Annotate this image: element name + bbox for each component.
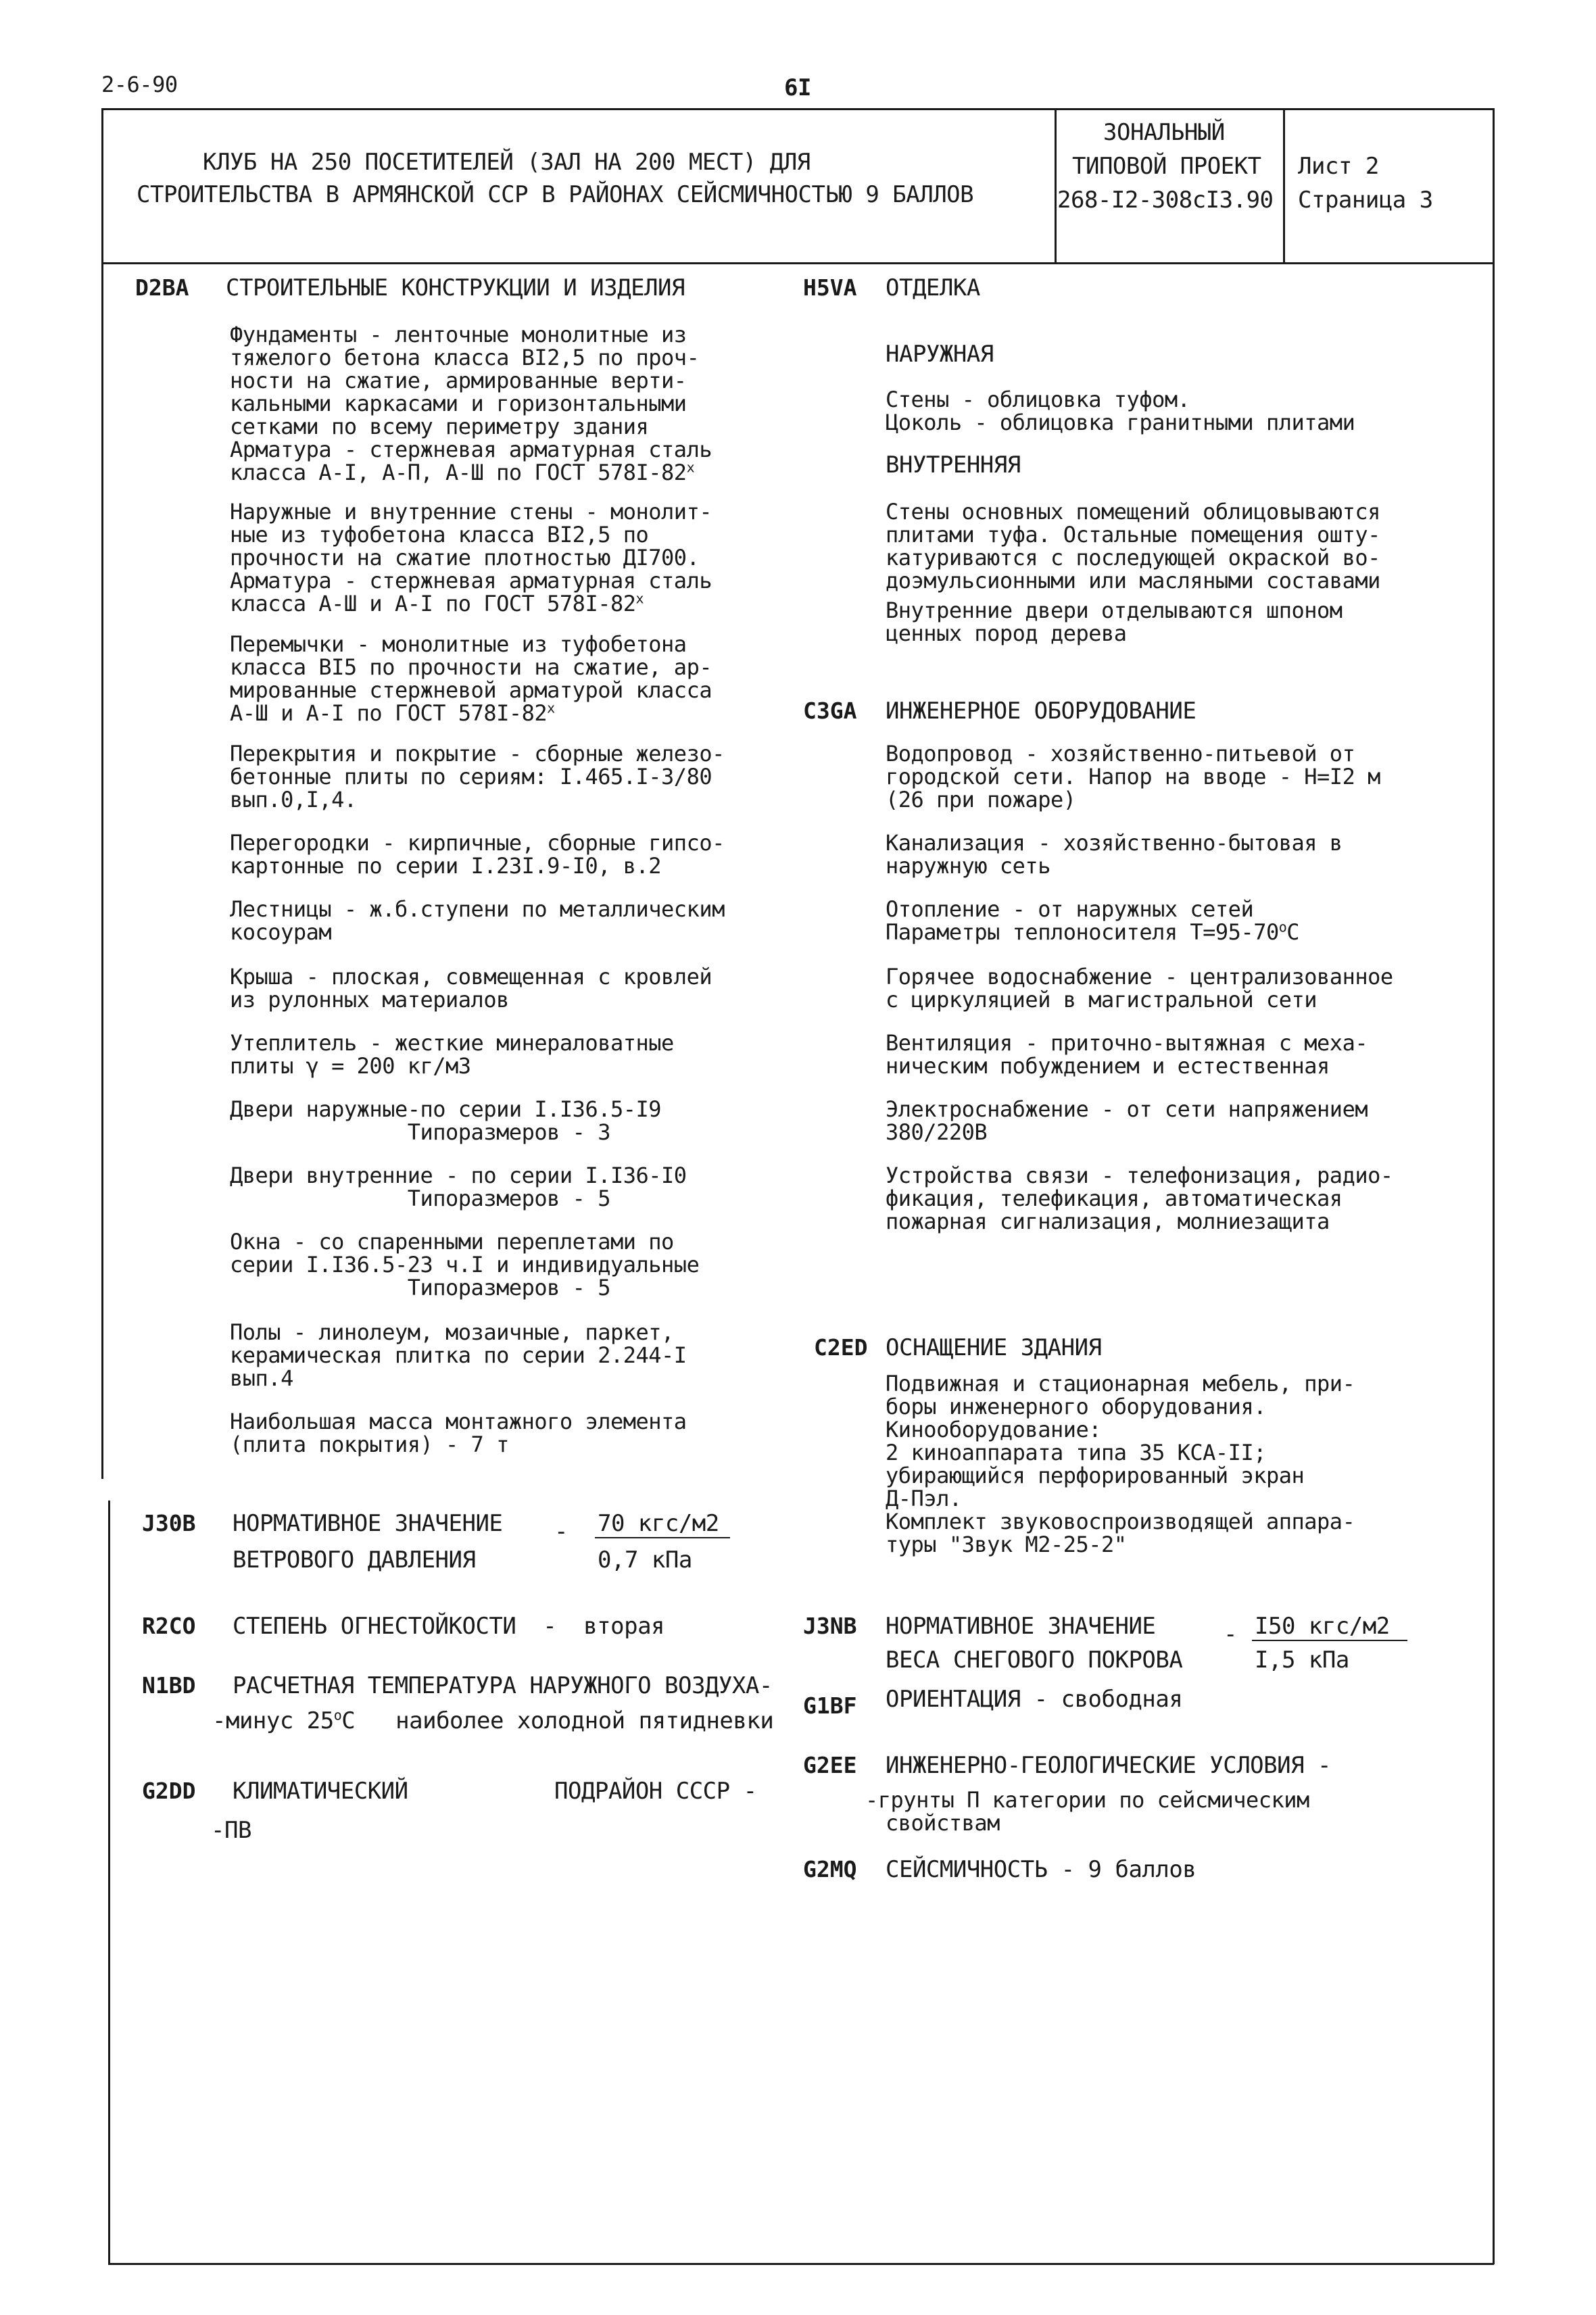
partitions-line: картонные по серии I.23I.9-I0, в.2 (230, 853, 662, 879)
code-r2co: R2CO (142, 1613, 196, 1639)
foundations-line: Фундаменты - ленточные монолитные из (230, 322, 687, 347)
climatic-label: КЛИМАТИЧЕСКИЙ (233, 1778, 408, 1805)
section-heading-engineering: ИНЖЕНЕРНОЕ ОБОРУДОВАНИЕ (886, 698, 1196, 725)
power-line: 380/220В (886, 1119, 988, 1145)
mass-line: (плита покрытия) - 7 т (230, 1432, 509, 1457)
wind-pressure-dash: - (554, 1518, 568, 1545)
finishing-inner-line: ценных пород дерева (886, 620, 1127, 646)
walls-line: Наружные и внутренние стены - монолит- (230, 499, 712, 525)
project-title-line-2: СТРОИТЕЛЬСТВА В АРМЯНСКОЙ ССР В РАЙОНАХ СЕЙСМИЧНОСТЬЮ 9 БАЛЛОВ (137, 181, 974, 208)
heating-block (886, 898, 1299, 944)
ventilation-line: Вентиляция - приточно-вытяжная с меха- (886, 1030, 1368, 1056)
heating-line: Отопление - от наружных сетей (886, 896, 1254, 922)
windows-line: серии I.I36.5-23 ч.I и индивидуальные (230, 1252, 700, 1277)
geology-line: свойствам (886, 1810, 1000, 1836)
roof-line: Крыша - плоская, совмещенная с кровлей (230, 964, 712, 990)
equipment-line: Подвижная и стационарная мебель, при- (886, 1371, 1355, 1396)
degree-sign: o (1278, 919, 1287, 935)
code-c2ed: C2ED (814, 1334, 868, 1361)
fire-resistance: СТЕПЕНЬ ОГНЕСТОЙКОСТИ - вторая (233, 1613, 665, 1640)
foundations-line: тяжелого бетона класса BI2,5 по проч- (230, 345, 700, 370)
floors-line: керамическая плитка по серии 2.244-I (230, 1342, 687, 1368)
project-type-label-2: ТИПОВОЙ ПРОЕКТ (1072, 153, 1261, 180)
wind-pressure-label-2: ВЕТРОВОГО ДАВЛЕНИЯ (233, 1546, 476, 1574)
water-line: Водопровод - хозяйственно-питьевой от (886, 741, 1355, 766)
foundations-gost: класса A-I, A-П, A-Ш по ГОСТ 578I-82 (230, 460, 687, 485)
water-block (886, 742, 1380, 811)
lintels-line: класса BI5 по прочности на сжатие, ар- (230, 654, 712, 680)
hotwater-line: с циркуляцией в магистральной сети (886, 987, 1317, 1013)
outdoor-temp-note: C наиболее холодной пятидневки (341, 1707, 774, 1734)
finishing-outer-line: Цоколь - облицовка гранитными плитами (886, 410, 1355, 435)
project-type-label-1: ЗОНАЛЬНЫЙ (1103, 119, 1225, 146)
orientation: ОРИЕНТАЦИЯ - свободная (886, 1686, 1183, 1713)
title-block-bottom-border (101, 262, 1494, 264)
walls-gost: класса A-Ш и A-I по ГОСТ 578I-82 (230, 591, 636, 616)
slabs-line: вып.0,I,4. (230, 787, 357, 812)
outdoor-temp-line-1: РАСЧЕТНАЯ ТЕМПЕРАТУРА НАРУЖНОГО ВОЗДУХА- (233, 1672, 773, 1699)
code-g1bf: G1BF (803, 1692, 857, 1719)
finishing-inner-line: катуриваются с последующей окраской во- (886, 545, 1380, 570)
finishing-inner-line: Стены основных помещений облицовываются (886, 499, 1380, 525)
section-heading-finishing: ОТДЕЛКА (886, 274, 980, 301)
foundations-line: Арматура - стержневая арматурная сталь (230, 437, 712, 462)
finishing-outer-line: Стены - облицовка туфом. (886, 387, 1190, 412)
windows-line: Типоразмеров - 5 (230, 1275, 610, 1300)
power-block (886, 1098, 1368, 1144)
heating-params: Параметры теплоносителя T=95-70 (886, 919, 1279, 945)
comms-line: пожарная сигнализация, молниезащита (886, 1209, 1330, 1234)
finishing-outer-heading: НАРУЖНАЯ (886, 341, 994, 368)
equipment-line: Кинооборудование: (886, 1417, 1102, 1442)
water-line: городской сети. Напор на вводе - Н=I2 м (886, 764, 1380, 789)
seismicity: СЕЙСМИЧНОСТЬ - 9 баллов (886, 1856, 1196, 1883)
geology-line: -грунты П категории по сейсмическим (865, 1787, 1309, 1813)
wind-pressure-fraction-bar (595, 1537, 730, 1538)
walls-line: Арматура - стержневая арматурная сталь (230, 568, 712, 593)
outdoor-temp-line-2 (212, 1709, 773, 1733)
code-h5va: H5VA (803, 274, 857, 301)
sewer-line: наружную сеть (886, 853, 1050, 879)
foundations-line: сетками по всему периметру здания (230, 414, 649, 439)
walls-line: прочности на сжатие плотностью ДI700. (230, 545, 700, 570)
walls-block (230, 500, 712, 615)
partitions-block (230, 831, 725, 877)
title-block-right-border (1493, 108, 1495, 2264)
insulation-block (230, 1031, 674, 1077)
page-number: 6I (784, 74, 811, 101)
wind-pressure-denominator: 0,7 кПа (598, 1546, 692, 1574)
body-bottom-border (108, 2263, 1494, 2265)
doors-exterior-block (230, 1098, 661, 1144)
title-block-divider-2 (1283, 108, 1285, 264)
code-j30b: J30B (142, 1510, 196, 1536)
climatic-sublabel: ПОДРАЙОН СССР - (554, 1778, 757, 1805)
project-number: 268-I2-308cI3.90 (1057, 187, 1274, 214)
code-g2ee: G2EE (803, 1752, 857, 1778)
walls-line (230, 592, 712, 615)
finishing-inner-line: Внутренние двери отделываются шпоном (886, 598, 1343, 623)
slabs-block (230, 742, 725, 811)
finishing-inner-block-2 (886, 599, 1343, 645)
equipment-line: Комплект звуковоспроизводящей аппара- (886, 1509, 1355, 1534)
snow-load-fraction-bar (1252, 1640, 1407, 1641)
title-block-top-border (101, 108, 1494, 110)
insulation-line: Утеплитель - жесткие минераловатные (230, 1030, 674, 1056)
lintels-line: Перемычки - монолитные из туфобетона (230, 631, 687, 657)
wind-pressure-numerator: 70 кгс/м2 (598, 1510, 719, 1537)
doors-exterior-line: Двери наружные-по серии I.I36.5-I9 (230, 1096, 662, 1122)
hotwater-line: Горячее водоснабжение - централизованное (886, 964, 1393, 990)
finishing-inner-line: плитами туфа. Остальные помещения ошту- (886, 522, 1380, 547)
code-d2ba: D2BA (135, 274, 189, 301)
snow-load-label-2: ВЕСА СНЕГОВОГО ПОКРОВА (886, 1647, 1183, 1674)
code-g2mq: G2MQ (803, 1856, 857, 1882)
lintels-line: мированные стержневой арматурой класса (230, 677, 712, 703)
floors-line: вып.4 (230, 1365, 293, 1391)
walls-line: ные из туфобетона класса BI2,5 по (230, 522, 649, 547)
foundations-block (230, 323, 712, 484)
ventilation-line: ническим побуждением и естественная (886, 1053, 1330, 1079)
doors-interior-line: Двери внутренние - по серии I.I36-I0 (230, 1163, 687, 1188)
body-left-border-lower (108, 1501, 110, 2264)
equipment-line: туры "Звук М2-25-2" (886, 1532, 1127, 1557)
windows-line: Окна - со спаренными переплетами по (230, 1229, 674, 1254)
snow-load-numerator: I50 кгс/м2 (1255, 1613, 1390, 1640)
heating-line (886, 921, 1299, 944)
wind-pressure-label-1: НОРМАТИВНОЕ ЗНАЧЕНИЕ (233, 1510, 503, 1537)
sewer-line: Канализация - хозяйственно-бытовая в (886, 830, 1343, 856)
foundations-line (230, 461, 712, 484)
page-label: Страница 3 (1298, 187, 1433, 214)
snow-load-label-1: НОРМАТИВНОЕ ЗНАЧЕНИЕ (886, 1613, 1156, 1640)
mass-line: Наибольшая масса монтажного элемента (230, 1409, 687, 1434)
stairs-line: Лестницы - ж.б.ступени по металлическим (230, 896, 725, 922)
section-heading-construction: СТРОИТЕЛЬНЫЕ КОНСТРУКЦИИ И ИЗДЕЛИЯ (226, 274, 685, 301)
section-heading-equipment: ОСНАЩЕНИЕ ЗДАНИЯ (886, 1334, 1102, 1361)
sheet-code: 2-6-90 (101, 72, 178, 97)
title-block-divider-1 (1055, 108, 1057, 264)
floors-line: Полы - линолеум, мозаичные, паркет, (230, 1319, 674, 1345)
floors-block (230, 1321, 687, 1390)
snow-load-dash: - (1224, 1621, 1237, 1648)
heating-unit: C (1286, 919, 1300, 945)
comms-line: Устройства связи - телефонизация, радио- (886, 1163, 1393, 1188)
title-block-left-border (101, 108, 103, 264)
geology-block (865, 1788, 1309, 1834)
gost-superscript: x (547, 700, 555, 716)
finishing-inner-block-1 (886, 500, 1380, 592)
ventilation-block (886, 1031, 1368, 1077)
project-title-line-1: КЛУБ НА 250 ПОСЕТИТЕЛЕЙ (ЗАЛ НА 200 МЕСТ) ДЛЯ (203, 149, 811, 176)
water-line: (26 при пожаре) (886, 787, 1076, 812)
comms-block (886, 1164, 1393, 1233)
partitions-line: Перегородки - кирпичные, сборные гипсо- (230, 830, 725, 856)
outdoor-temp-value: -минус 25 (212, 1707, 334, 1734)
gost-superscript: x (635, 590, 644, 607)
code-g2dd: G2DD (142, 1778, 196, 1804)
equipment-line: боры инженерного оборудования. (886, 1394, 1266, 1419)
lintels-gost: A-Ш и A-I по ГОСТ 578I-82 (230, 700, 548, 726)
sewer-block (886, 831, 1343, 877)
equipment-block (886, 1372, 1355, 1556)
body-left-border-upper (101, 262, 103, 1479)
doors-interior-block (230, 1164, 687, 1210)
code-j3nb: J3NB (803, 1613, 857, 1639)
power-line: Электроснабжение - от сети напряжением (886, 1096, 1368, 1122)
doors-exterior-line: Типоразмеров - 3 (230, 1119, 610, 1145)
gost-superscript: x (686, 459, 695, 476)
foundations-line: кальными каркасами и горизонтальными (230, 391, 687, 416)
finishing-outer-block (886, 388, 1355, 434)
slabs-line: Перекрытия и покрытие - сборные железо- (230, 741, 725, 766)
doors-interior-line: Типоразмеров - 5 (230, 1186, 610, 1211)
climatic-value: -ПВ (211, 1817, 251, 1844)
code-n1bd: N1BD (142, 1672, 196, 1699)
snow-load-denominator: I,5 кПа (1255, 1647, 1349, 1674)
insulation-line: плиты γ = 200 кг/м3 (230, 1053, 471, 1079)
geology-heading: ИНЖЕНЕРНО-ГЕОЛОГИЧЕСКИЕ УСЛОВИЯ - (886, 1752, 1332, 1779)
code-c3ga: C3GA (803, 698, 857, 724)
finishing-inner-heading: ВНУТРЕННЯЯ (886, 452, 1021, 479)
equipment-line: убирающийся перфорированный экран (886, 1463, 1305, 1488)
foundations-line: ности на сжатие, армированные верти- (230, 368, 687, 393)
mass-block (230, 1410, 687, 1456)
roof-line: из рулонных материалов (230, 987, 509, 1013)
lintels-line (230, 702, 712, 725)
hotwater-block (886, 965, 1393, 1011)
equipment-line: Д-Пэл. (886, 1486, 962, 1511)
stairs-block (230, 898, 725, 944)
equipment-line: 2 киноаппарата типа 35 КСА-II; (886, 1440, 1266, 1465)
slabs-line: бетонные плиты по сериям: I.465.I-3/80 (230, 764, 712, 789)
degree-sign: o (333, 1707, 342, 1724)
stairs-line: косоурам (230, 919, 332, 945)
sheet-label: Лист 2 (1298, 153, 1379, 180)
roof-block (230, 965, 712, 1011)
comms-line: фикация, телефикация, автоматическая (886, 1186, 1343, 1211)
finishing-inner-line: доэмульсионными или масляными составами (886, 568, 1380, 593)
windows-block (230, 1230, 699, 1299)
lintels-block (230, 633, 712, 725)
